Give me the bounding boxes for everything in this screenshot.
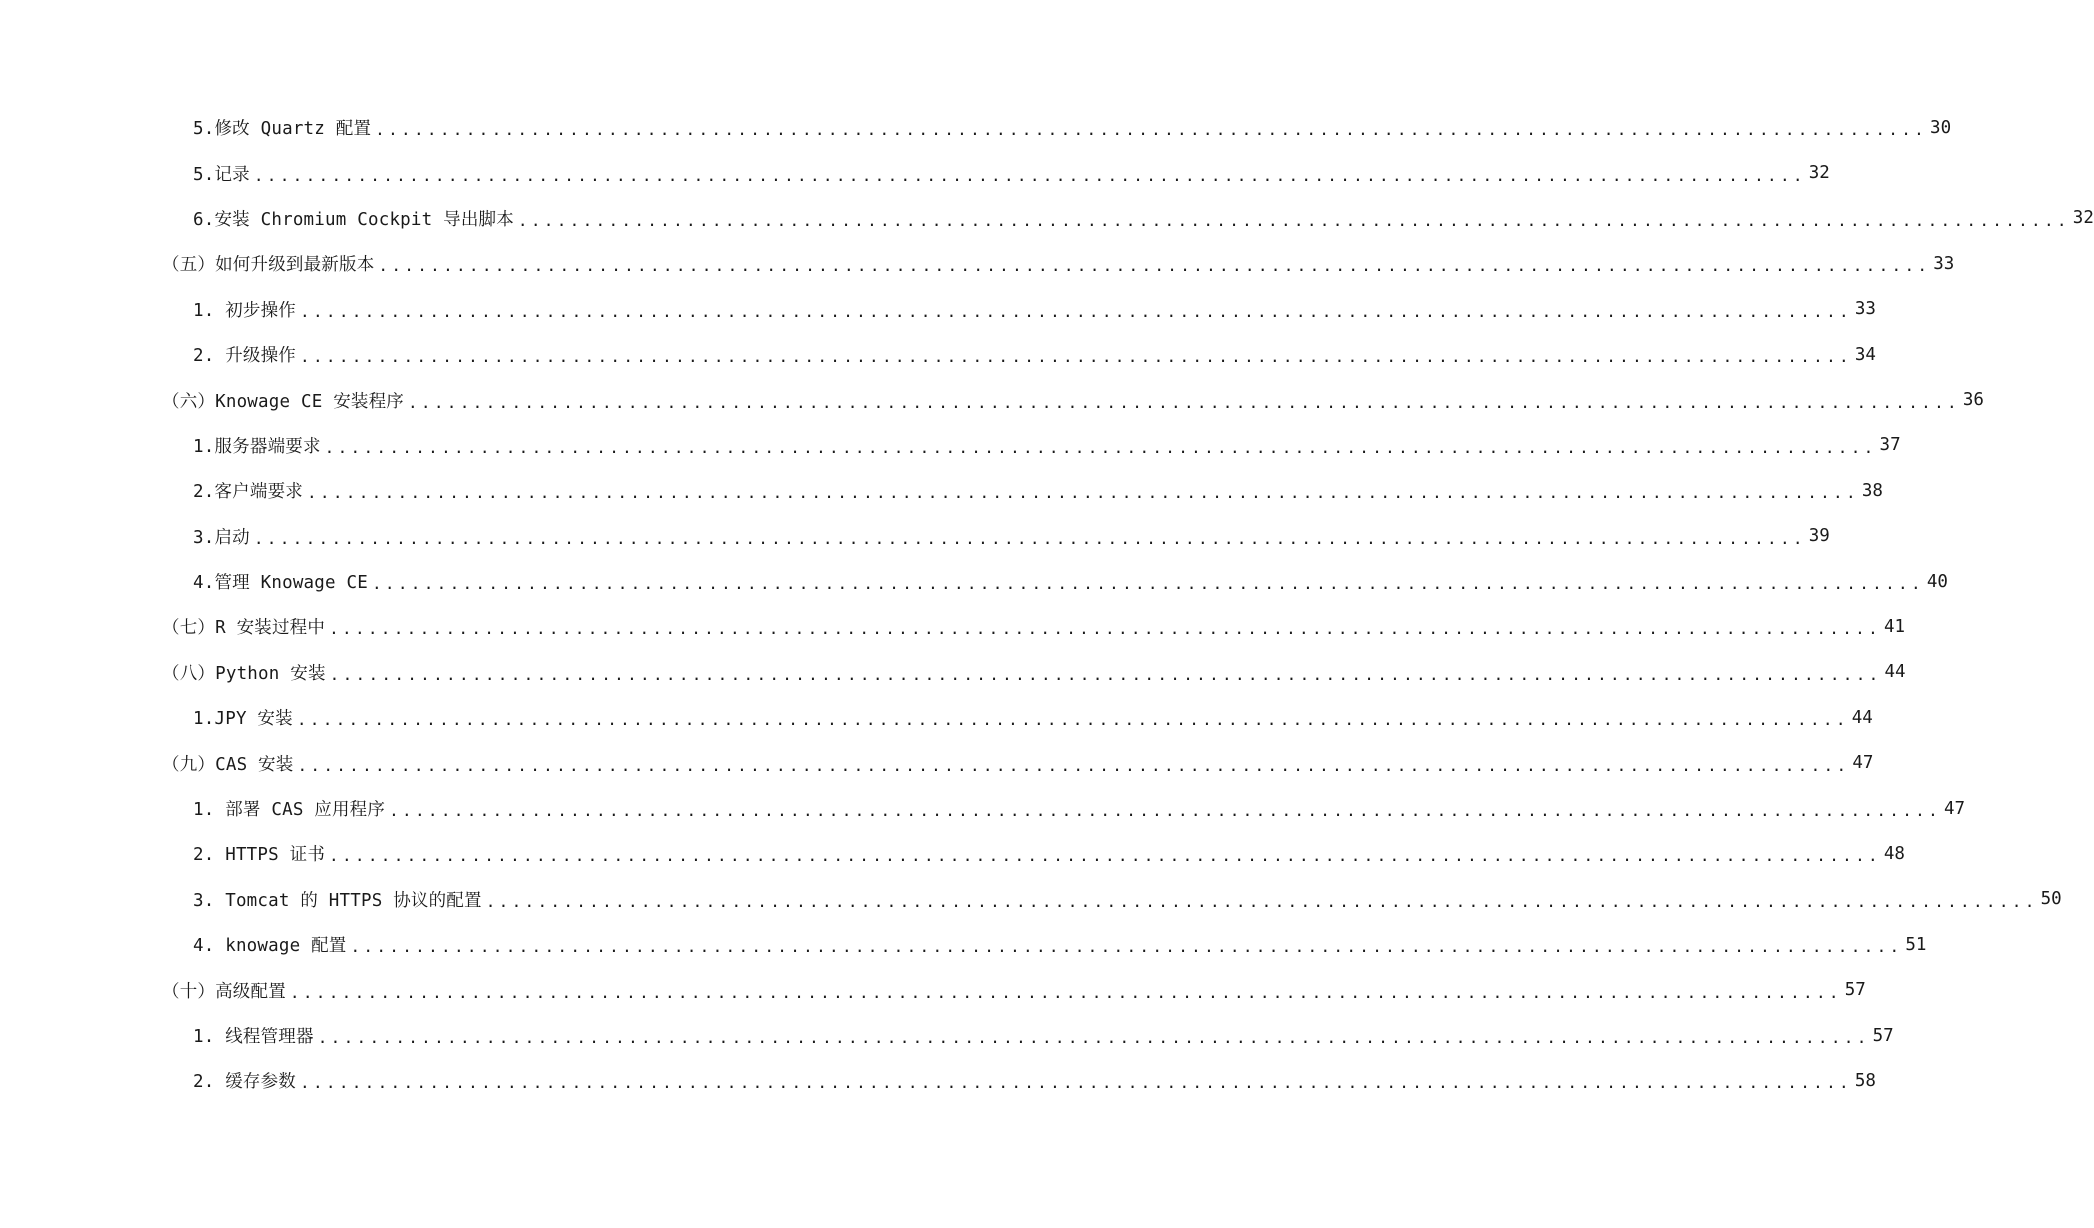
toc-entry-page-number: 38 — [1861, 480, 1883, 501]
toc-entry-page-number: 48 — [1883, 843, 1905, 864]
dot-leader: ........................................................................................................................ — [378, 256, 1931, 276]
toc-entry-title: （九）CAS 安装 — [162, 754, 294, 775]
toc-entry-title: 1. 初步操作 — [193, 300, 297, 321]
toc-entry-title: 4.管理 Knowage CE — [193, 573, 368, 594]
toc-entry-page-number: 36 — [1962, 390, 1984, 411]
toc-entry[interactable] — [0, 1013, 1894, 1058]
toc-section-entry[interactable] — [0, 740, 1874, 785]
dot-leader: ........................................................................................................................ — [253, 165, 1806, 185]
toc-entry-title: 2. HTTPS 证书 — [193, 845, 326, 866]
toc-entry-page-number: 47 — [1943, 798, 1966, 819]
toc-entry-page-number: 57 — [1844, 980, 1866, 1001]
toc-entry-page-number: 32 — [2072, 208, 2094, 229]
toc-entry-title: 3.启动 — [193, 527, 250, 548]
toc-entry[interactable] — [0, 1058, 1876, 1103]
dot-leader: ........................................................................................................................ — [389, 801, 1942, 821]
toc-entry-page-number: 33 — [1933, 253, 1955, 274]
toc-entry-title: 5.修改 Quartz 配置 — [193, 119, 372, 140]
dot-leader: ........................................................................................................................ — [329, 664, 1882, 684]
toc-section-entry[interactable] — [0, 967, 1866, 1012]
toc-entry-title: 2. 缓存参数 — [193, 1072, 297, 1093]
dot-leader: ........................................................................................................................ — [517, 210, 2070, 230]
dot-leader: ........................................................................................................................ — [289, 982, 1842, 1002]
dot-leader: ........................................................................................................................ — [306, 483, 1859, 503]
toc-entry-page-number: 34 — [1854, 344, 1876, 365]
toc-entry-title: （五）如何升级到最新版本 — [162, 255, 375, 276]
toc-entry[interactable] — [0, 287, 1876, 332]
toc-entry-title: （六）Knowage CE 安装程序 — [162, 391, 404, 412]
dot-leader: ........................................................................................................................ — [350, 937, 1903, 957]
toc-entry-page-number: 44 — [1884, 662, 1906, 683]
dot-leader: ........................................................................................................................ — [297, 755, 1850, 775]
table-of-contents — [0, 105, 2094, 1104]
dot-leader: ........................................................................................................................ — [296, 710, 1849, 730]
toc-entry-title: 1. 线程管理器 — [193, 1027, 314, 1047]
dot-leader: ........................................................................................................................ — [329, 846, 1881, 866]
toc-entry-title: 1.JPY 安装 — [193, 709, 293, 730]
toc-entry-title: （十）高级配置 — [162, 981, 286, 1002]
toc-entry[interactable] — [0, 105, 1952, 150]
toc-entry-page-number: 32 — [1808, 163, 1830, 184]
toc-entry-page-number: 37 — [1879, 435, 1901, 456]
toc-entry-title: 1. 部署 CAS 应用程序 — [193, 800, 386, 821]
toc-entry[interactable] — [0, 423, 1901, 468]
dot-leader: ........................................................................................................................ — [253, 528, 1806, 548]
toc-entry-title: 1.服务器端要求 — [193, 436, 321, 457]
dot-leader: ........................................................................................................................ — [317, 1028, 1870, 1047]
toc-entry[interactable] — [0, 196, 2094, 241]
dot-leader: ........................................................................................................................ — [329, 619, 1882, 639]
dot-leader: ........................................................................................................................ — [375, 120, 1928, 140]
dot-leader: ........................................................................................................................ — [300, 301, 1852, 321]
toc-entry-title: 5.记录 — [193, 164, 250, 185]
toc-entry-title: （八）Python 安装 — [162, 663, 326, 684]
toc-entry-page-number: 39 — [1808, 526, 1830, 547]
toc-section-entry[interactable] — [0, 604, 1906, 649]
dot-leader: ........................................................................................................................ — [300, 347, 1852, 367]
toc-entry[interactable] — [0, 877, 2062, 922]
toc-entry-title: 4. knowage 配置 — [193, 936, 347, 957]
dot-leader: ........................................................................................................................ — [485, 891, 2038, 911]
toc-entry-page-number: 33 — [1854, 299, 1876, 320]
toc-entry-page-number: 30 — [1930, 117, 1952, 138]
toc-entry-page-number: 57 — [1872, 1025, 1894, 1046]
toc-entry-title: 3. Tomcat 的 HTTPS 协议的配置 — [193, 890, 482, 911]
toc-entry-page-number: 58 — [1854, 1070, 1876, 1091]
dot-leader: ........................................................................................................................ — [371, 574, 1924, 594]
toc-entry[interactable] — [0, 559, 1948, 604]
toc-entry-title: 6.安装 Chromium Cockpit 导出脚本 — [193, 209, 514, 230]
toc-section-entry[interactable] — [0, 241, 1955, 286]
toc-entry[interactable] — [0, 922, 1927, 967]
toc-section-entry[interactable] — [0, 377, 1984, 422]
toc-entry-page-number: 44 — [1851, 707, 1873, 728]
toc-section-entry[interactable] — [0, 650, 1906, 695]
dot-leader: ........................................................................................................................ — [300, 1073, 1852, 1093]
toc-entry[interactable] — [0, 468, 1883, 513]
toc-entry-page-number: 41 — [1883, 616, 1906, 637]
toc-entry-page-number: 51 — [1905, 934, 1927, 955]
toc-entry[interactable] — [0, 332, 1876, 377]
toc-entry[interactable] — [0, 831, 1905, 876]
toc-entry-page-number: 47 — [1852, 753, 1874, 774]
toc-entry-title: 2.客户端要求 — [193, 482, 303, 503]
toc-entry[interactable] — [0, 514, 1830, 559]
toc-entry-page-number: 50 — [2040, 889, 2062, 910]
toc-entry-page-number: 40 — [1926, 571, 1948, 592]
toc-entry[interactable] — [0, 695, 1873, 740]
toc-entry[interactable] — [0, 786, 1966, 831]
toc-entry-title: （七）R 安装过程中 — [162, 618, 326, 639]
toc-entry-title: 2. 升级操作 — [193, 346, 297, 367]
toc-entry[interactable] — [0, 150, 1830, 195]
dot-leader: ........................................................................................................................ — [408, 392, 1960, 412]
dot-leader: ........................................................................................................................ — [324, 437, 1877, 457]
